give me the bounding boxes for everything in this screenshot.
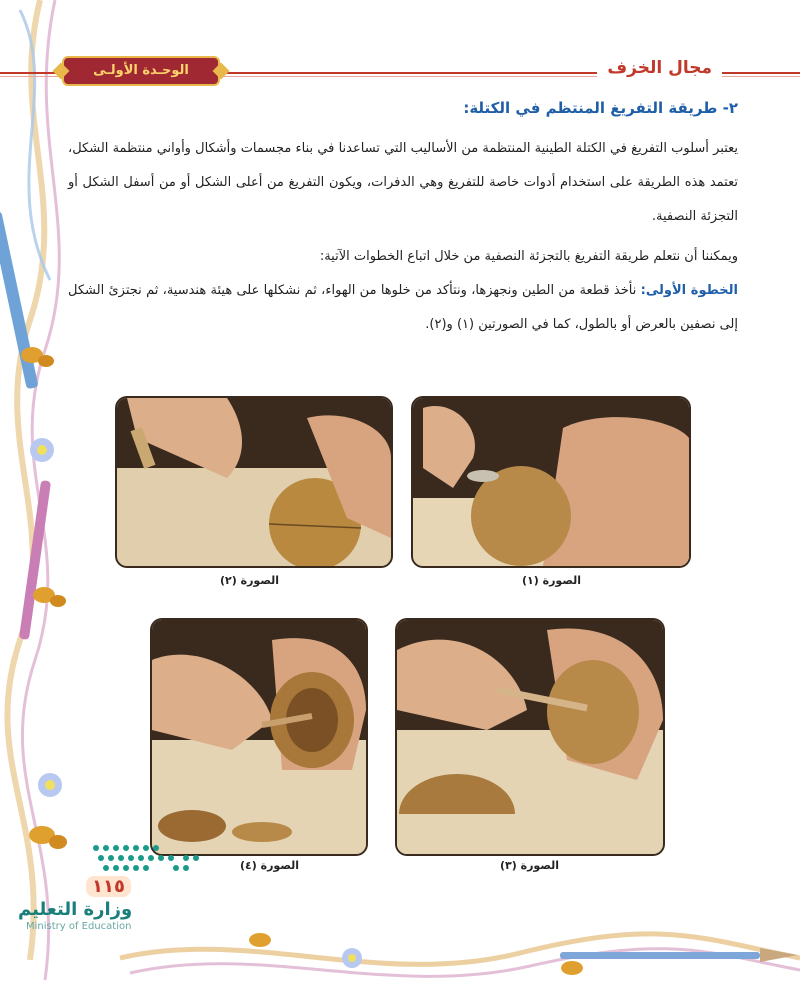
butterfly-icon bbox=[33, 587, 66, 607]
flower-icon bbox=[30, 438, 54, 462]
photo-3 bbox=[397, 620, 663, 854]
butterfly-icon bbox=[249, 933, 271, 947]
step-one-text: نأخذ قطعة من الطين ونجهزها، ونتأكد من خلوها من الهواء، ثم نشكلها على هيئة هندسية، ثم نجتزئ الشكل إلى نصفين بالعرض أو بالطول، كما في الصورتين (١) و(٢). bbox=[68, 283, 738, 332]
intro-paragraph: يعتبر أسلوب التفريغ في الكتلة الطينية المنتظمة من الأساليب التي تساعدنا في بناء مجسمات وأشكال وأواني منتظمة الشكل، تعتمد هذه الطريقة على استخدام أدوات خاصة للتفريغ وهي الدفرات، ويكون التفريغ من أعلى الشكل أو من أسفل الشكل أو التجزئة النصفية. bbox=[68, 141, 738, 224]
ministry-name-arabic: وزارة التعليم bbox=[18, 899, 133, 920]
butterfly-icon bbox=[561, 961, 583, 975]
photo-1 bbox=[413, 398, 689, 566]
flower-icon bbox=[342, 948, 362, 968]
section-title: ٢- طريقة التفريغ المنتظم في الكتلة: bbox=[463, 99, 738, 117]
step-one-label: الخطوة الأولى: bbox=[640, 283, 738, 298]
photo-2 bbox=[117, 398, 391, 566]
step-one-paragraph bbox=[68, 274, 738, 342]
photo-1-caption: الصورة (١) bbox=[522, 574, 582, 587]
butterfly-icon bbox=[29, 826, 67, 849]
photo-3-caption: الصورة (٣) bbox=[500, 859, 560, 872]
ministry-logo-dots-icon bbox=[90, 842, 210, 878]
photo-4-caption: الصورة (٤) bbox=[240, 859, 300, 872]
ministry-name-english: Ministry of Education bbox=[26, 921, 132, 932]
lead-paragraph: ويمكننا أن نتعلم طريقة التفريغ بالتجزئة النصفية من خلال اتباع الخطوات الآتية: bbox=[319, 249, 738, 264]
photo-2-caption: الصورة (٢) bbox=[220, 574, 280, 587]
page-number: ١١٥ bbox=[86, 876, 131, 897]
unit-badge: الوحـدة الأولـى bbox=[62, 56, 220, 86]
field-title: مجال الخزف bbox=[597, 58, 722, 78]
flower-icon bbox=[38, 773, 62, 797]
photo-4 bbox=[152, 620, 366, 854]
